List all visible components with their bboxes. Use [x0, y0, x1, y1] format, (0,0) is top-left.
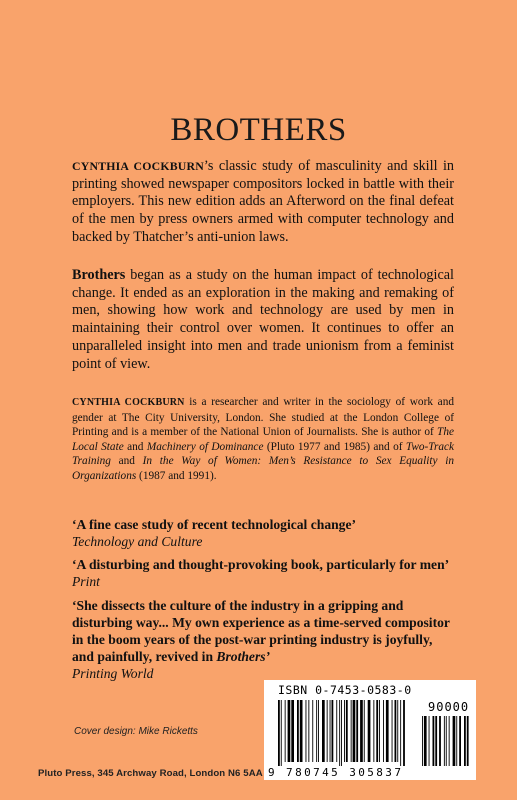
barcode-bar [386, 700, 389, 762]
bio-book-title: In the Way of Women: Men’s Resistance to Sex Equality in Organizations [72, 455, 454, 482]
quote-text: ‘A disturbing and thought-provoking book, particularly for men’ [72, 557, 450, 572]
barcode-bar [383, 700, 384, 762]
barcode-bar [297, 700, 299, 762]
barcode-bar [318, 700, 319, 762]
addon-bar [453, 716, 456, 766]
barcode-bar [308, 700, 309, 762]
addon-bar [456, 716, 457, 766]
barcode-bar [332, 700, 334, 762]
addon-bar [446, 716, 447, 766]
quote-source: Printing World [72, 666, 154, 681]
barcode-bar [336, 700, 337, 762]
barcode-bar [368, 700, 371, 762]
barcode-bar [278, 700, 280, 766]
barcode-bar [291, 700, 294, 762]
barcode-bar [330, 700, 331, 762]
barcode-bar [339, 700, 340, 766]
addon-bar [433, 716, 435, 766]
bio-author-name: CYNTHIA COCKBURN [72, 397, 185, 408]
addon-bar [439, 716, 441, 766]
bio-text: and [123, 440, 147, 453]
book-title: BROTHERS [170, 112, 347, 148]
addon-bar [422, 716, 423, 766]
blurb-paragraph-1 [72, 158, 454, 247]
quote-emphasis: Brothers’ [216, 649, 271, 664]
barcode-bar [285, 700, 286, 762]
addon-bar [459, 716, 461, 766]
addon-bar [444, 716, 445, 766]
barcode-bar [300, 700, 303, 762]
barcode-bar [322, 700, 325, 762]
bio-text: (1987 and 1991). [136, 469, 217, 482]
addon-bar [424, 716, 427, 766]
barcode-bar [316, 700, 317, 762]
addon-bar [435, 716, 437, 766]
barcode-bar [403, 700, 405, 766]
addon-bar [449, 716, 450, 766]
barcode-bar [379, 700, 380, 762]
barcode-bar [341, 700, 342, 766]
blurb-text-1: ’s classic study of masculinity and skill in printing showed newspaper compositors locked in battle with their employers. This new edition adds an Afterword on the final defeat of the men by press owners armed with computer technology and backed by Thatcher’s anti-union laws. [72, 158, 454, 245]
review-quote [72, 516, 457, 550]
bio-book-title: Two-Track Training [72, 440, 455, 468]
ean-digits: 9 780745 305837 [268, 766, 404, 779]
barcode-bar [392, 700, 393, 762]
barcode-bar [395, 700, 397, 762]
barcode-bar [373, 700, 374, 762]
addon-bar [464, 716, 466, 766]
bio-book-title: Machinery of Dominance [146, 440, 264, 453]
barcode-bar [344, 700, 345, 762]
publisher-address: Pluto Press, 345 Archway Road, London N6 5AA [38, 768, 263, 779]
barcode-bar [353, 700, 356, 762]
price-code: 90000 [428, 700, 470, 714]
barcode-bar [360, 700, 363, 762]
author-name: CYNTHIA COCKBURN [72, 159, 204, 173]
barcode-bar [288, 700, 291, 762]
blurb-text-2: began as a study on the human impact of technological change. It ended as an exploration in the making and remaking of men, showing how work and technology are used by men in maintaining their control over women. It continues to offer an unparalleled insight into men and trade unionism from a feminist point of view. [72, 267, 454, 372]
barcode-bar [346, 700, 348, 762]
bio-book-title: The Local State [72, 426, 454, 453]
barcode-bar [356, 700, 358, 762]
barcode-bar [351, 700, 352, 762]
barcode-bar [306, 700, 307, 762]
addon-bar [467, 716, 469, 766]
review-quote [72, 597, 457, 682]
book-title-inline: Brothers [72, 267, 126, 283]
barcode-bar [400, 700, 401, 766]
quote-source: Print [72, 574, 100, 589]
isbn-label: ISBN 0-7453-0583-0 [278, 683, 412, 697]
author-bio [72, 395, 454, 484]
bio-text: is a researcher and writer in the sociology of work and gender at The City University, London. She studied at the London College of Printing and is a member of the National Union of Journalists. She is author of [72, 396, 454, 439]
bio-text: and [110, 455, 143, 468]
review-quote [72, 556, 457, 590]
quote-source: Technology and Culture [72, 534, 203, 549]
barcode-bar [327, 700, 328, 762]
barcode-bars [264, 680, 476, 780]
barcode-bar [376, 700, 378, 762]
barcode-bar [397, 700, 398, 762]
barcode-bar [364, 700, 365, 762]
cover-design-credit: Cover design: Mike Ricketts [74, 726, 198, 737]
isbn-barcode [264, 680, 476, 780]
barcode-bar [312, 700, 313, 762]
quote-text: ‘She dissects the culture of the industry in a gripping and disturbing way... My own experience as a time-served compositor in the boom years of the post-war printing industry is joyfully, and painfully, revived in [72, 598, 450, 664]
barcode-bar [281, 700, 282, 766]
bio-text: (Pluto 1977 and 1985) and of [263, 440, 406, 453]
blurb-paragraph-2 [72, 267, 454, 373]
quote-text: ‘A fine case study of recent technological change’ [72, 517, 357, 532]
addon-bar [429, 716, 430, 766]
